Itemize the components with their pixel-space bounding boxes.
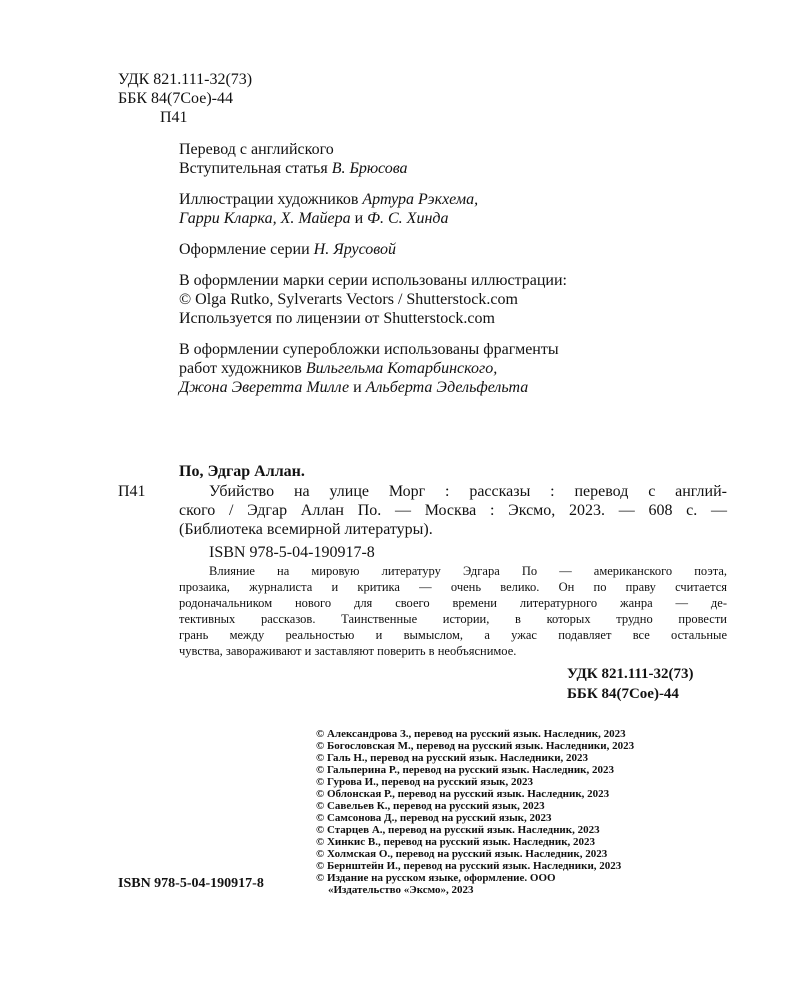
intro-author: В. Брюсова: [331, 160, 408, 177]
copyright-line: © Галь Н., перевод на русский язык. Наследники, 2023: [316, 752, 589, 764]
catalog-mark: П41: [118, 483, 146, 500]
cover-line-3: Джона Эверетта Милле и Альберта Эдельфельта: [179, 379, 529, 396]
translation-line: Перевод с английского: [179, 141, 334, 158]
series-mark-line-1: В оформлении марки серии использованы иллюстрации:: [179, 272, 567, 289]
catalog-desc-line-2: ского / Эдгар Аллан По. — Москва : Эксмо, 2023. — 608 с. —: [179, 502, 727, 519]
abstract-line-6: чувства, завораживают и заставляют поверить в необъяснимое.: [179, 644, 517, 658]
credits-series-mark: [179, 271, 739, 328]
credits-translation: [179, 140, 739, 178]
catalog-desc-line-3: (Библиотека всемирной литературы).: [179, 521, 433, 538]
series-mark-line-2: © Olga Rutko, Sylverarts Vectors / Shutterstock.com: [179, 291, 518, 308]
copyright-line: © Облонская Р., перевод на русский язык. Наследник, 2023: [316, 788, 610, 800]
author-mark: П41: [160, 109, 188, 126]
copyright-line: © Богословская М., перевод на русский язык. Наследники, 2023: [316, 740, 635, 752]
credits-illustrations: [179, 190, 739, 228]
cover-line-1: В оформлении суперобложки использованы фрагменты: [179, 341, 559, 358]
abstract-line-4: тективных рассказов. Таинственные истории, в которых трудно провести: [179, 612, 727, 626]
copyright-line: © Хинкис В., перевод на русский язык. Наследник, 2023: [316, 836, 596, 848]
intro-line: Вступительная статья В. Брюсова: [179, 160, 408, 177]
illustrations-line-1: Иллюстрации художников Артура Рэкхема,: [179, 191, 479, 208]
credits-cover: [179, 340, 739, 397]
copyright-line: © Бернштейн И., перевод на русский язык. Наследники, 2023: [316, 860, 622, 872]
copyright-line: © Гальперина Р., перевод на русский язык. Наследник, 2023: [316, 764, 614, 776]
credits-series-design: [179, 240, 739, 259]
copyright-line: «Издательство «Эксмо», 2023: [328, 884, 474, 896]
cover-line-2: работ художников Вильгельма Котарбинского,: [179, 360, 498, 377]
series-design-line: Оформление серии Н. Ярусовой: [179, 241, 397, 258]
udk-code: УДК 821.111-32(73): [118, 71, 253, 88]
catalog-abstract: [179, 563, 727, 659]
abstract-line-5: грань между реальностью и вымыслом, а ужас подавляет все остальные: [179, 628, 727, 642]
copyright-line: © Холмская О., перевод на русский язык. Наследник, 2023: [316, 848, 608, 860]
copyright-line: © Гурова И., перевод на русский язык, 2023: [316, 776, 534, 788]
footer-isbn: ISBN 978-5-04-190917-8: [118, 876, 264, 891]
catalog-desc-line-1: Убийство на улице Морг : рассказы : перевод с англий-: [209, 483, 727, 500]
copyright-line: © Издание на русском языке, оформление. ООО: [316, 872, 556, 884]
copyright-line: © Самсонова Д., перевод на русский язык, 2023: [316, 812, 552, 824]
copyright-line: © Старцев А., перевод на русский язык. Наследник, 2023: [316, 824, 600, 836]
copyright-line: © Александрова З., перевод на русский язык. Наследник, 2023: [316, 728, 626, 740]
abstract-line-1: Влияние на мировую литературу Эдгара По — американского поэта,: [209, 564, 727, 578]
catalog-description: [179, 482, 727, 539]
catalog-author: По, Эдгар Аллан.: [179, 463, 305, 480]
abstract-line-3: родоначальником нового для своего времени литературного жанра — де-: [179, 596, 727, 610]
catalog-udk: УДК 821.111-32(73): [567, 666, 694, 682]
bbk-code: ББК 84(7Сое)-44: [118, 90, 233, 107]
illustrations-line-2: Гарри Кларка, Х. Майера и Ф. С. Хинда: [179, 210, 449, 227]
copyright-list: [316, 728, 634, 896]
catalog-bbk: ББК 84(7Сое)-44: [567, 686, 679, 702]
abstract-line-2: прозаика, журналиста и критика — очень велико. Он по праву считается: [179, 580, 727, 594]
copyright-line: © Савельев К., перевод на русский язык, 2023: [316, 800, 545, 812]
catalog-isbn: ISBN 978-5-04-190917-8: [209, 544, 375, 561]
series-mark-line-3: Используется по лицензии от Shutterstock.com: [179, 310, 495, 327]
